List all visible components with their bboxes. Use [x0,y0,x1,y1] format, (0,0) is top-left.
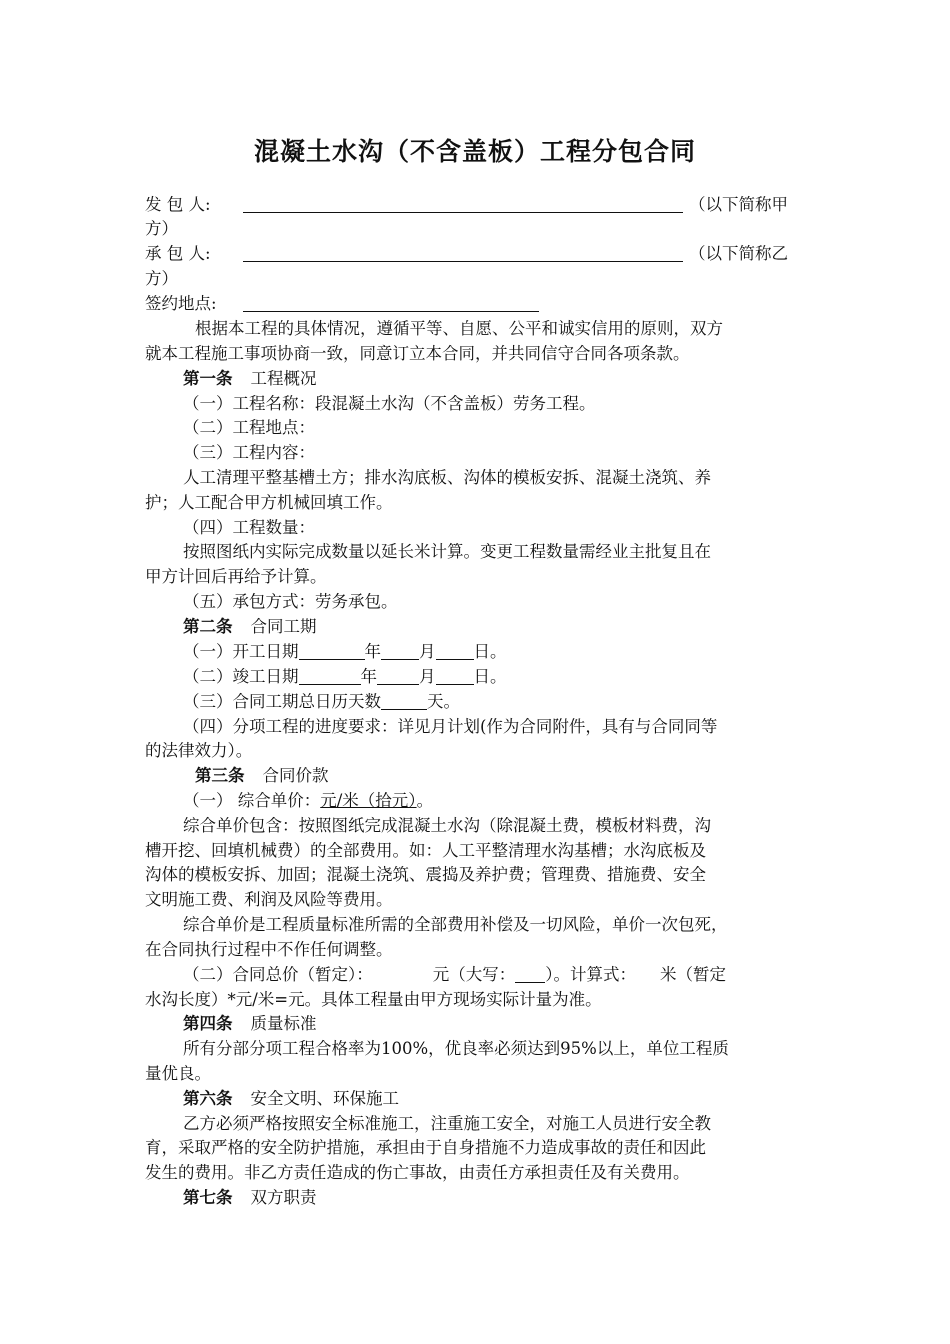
start-day-unit: 日。 [473,642,507,661]
total-price-words-blank [515,966,545,983]
total-price-prefix: （二）合同总价（暂定）： [183,965,373,984]
contractor-line [145,194,788,216]
finish-day-unit: 日。 [473,667,507,686]
start-year-unit: 年 [364,642,381,661]
includes-line-3: 沟体的模板安拆、加固；混凝土浇筑、震捣及养护费；管理费、措施费、安全 [145,865,706,884]
article-6-number: 第六条 [183,1089,233,1108]
art1-line-4a: 人工清理平整基槽土方；排水沟底板、沟体的模板安拆、混凝土浇筑、养 [183,468,711,487]
intro-line-1: 根据本工程的具体情况，遵循平等、自愿、公平和诚实信用的原则，双方 [195,319,723,338]
art6-line-3: 发生的费用。非乙方责任造成的伤亡事故，由责任方承担责任及有关费用。 [145,1163,690,1182]
total-price-formula: ）。计算式： [545,965,636,984]
finish-month-blank [377,668,419,685]
article-3-title: 合同价款 [262,766,329,785]
article-2-title: 合同工期 [250,617,317,636]
article-1-heading [183,368,317,390]
article-2-number: 第二条 [183,617,233,636]
finish-day-blank [436,668,474,685]
total-days-suffix: 天。 [427,692,460,711]
total-days-blank [381,693,427,710]
start-month-blank [381,643,419,660]
art1-line-1: （一）工程名称：段混凝土水沟（不含盖板）劳务工程。 [183,394,596,413]
art1-line-6a: 按照图纸内实际完成数量以延长米计算。变更工程数量需经业主批复且在 [183,542,711,561]
intro-line-2: 就本工程施工事项协商一致，同意订立本合同，并共同信守合同各项条款。 [145,344,690,363]
start-date-prefix: （一）开工日期 [183,642,299,661]
all-inclusive-line-1: 综合单价是工程质量标准所需的全部费用补偿及一切风险，单价一次包死， [183,915,728,934]
article-2-heading [183,616,317,638]
article-1-title: 工程概况 [250,369,317,388]
art6-line-2: 育，采取严格的安全防护措施，承担由于自身措施不力造成事故的责任和因此 [145,1138,706,1157]
total-price-meters: 米（暂定 [660,965,726,984]
art1-line-7: （五）承包方式：劳务承包。 [183,592,398,611]
article-6-heading [183,1088,399,1110]
article-3-heading [195,765,329,787]
article-3-number: 第三条 [195,766,245,785]
includes-line-2: 槽开挖、回填机械费）的全部费用。如：人工平整清理水沟基槽；水沟底板及 [145,841,706,860]
start-date-line [183,641,507,663]
contractor-label: 发 包 人: [145,195,211,214]
article-7-title: 双方职责 [250,1188,317,1207]
unit-price-end: 。 [416,791,434,810]
subcontractor-suffix: （以下简称乙 [689,244,788,263]
unit-price-value: 元/米（拾元） [320,791,417,810]
total-days-line [183,691,460,713]
art2-line-4b: 的法律效力）。 [145,741,253,760]
art1-line-2: （二）工程地点： [183,418,315,437]
art6-line-1: 乙方必须严格按照安全标准施工，注重施工安全，对施工人员进行安全教 [183,1114,711,1133]
article-4-number: 第四条 [183,1014,233,1033]
place-blank [243,295,539,312]
subcontractor-blank [243,245,683,262]
art4-line-2: 量优良。 [145,1064,211,1083]
subcontractor-suffix-cont: 方） [145,269,178,288]
finish-date-line [183,666,507,688]
finish-month-unit: 月 [419,667,436,686]
finish-year-blank [299,668,361,685]
contractor-suffix-cont: 方） [145,219,178,238]
total-days-prefix: （三）合同工期总日历天数 [183,692,381,711]
art1-line-3: （三）工程内容： [183,443,315,462]
article-7-heading [183,1187,317,1209]
place-line [145,293,539,315]
start-month-unit: 月 [419,642,436,661]
total-price-yuan: 元（大写： [432,965,516,984]
includes-line-4: 文明施工费、利润及风险等费用。 [145,890,393,909]
unit-price-prefix: （一） 综合单价： [183,791,321,810]
article-4-heading [183,1013,317,1035]
finish-date-prefix: （二）竣工日期 [183,667,299,686]
start-day-blank [436,643,474,660]
article-4-title: 质量标准 [250,1014,317,1033]
total-price-line [183,964,726,986]
art1-line-6b: 甲方计回后再给予计算。 [145,567,327,586]
includes-line-1: 综合单价包含：按照图纸完成混凝土水沟（除混凝土费，模板材料费，沟 [183,816,711,835]
all-inclusive-line-2: 在合同执行过程中不作任何调整。 [145,940,393,959]
place-label: 签约地点: [145,294,217,313]
contractor-suffix: （以下简称甲 [689,195,788,214]
art1-line-5: （四）工程数量： [183,518,315,537]
total-price-line-2: 水沟长度）*元/米=元。具体工程量由甲方现场实际计量为准。 [145,990,602,1009]
article-7-number: 第七条 [183,1188,233,1207]
finish-year-unit: 年 [360,667,377,686]
article-6-title: 安全文明、环保施工 [250,1089,399,1108]
unit-price-line [183,790,433,812]
start-year-blank [299,643,365,660]
article-1-number: 第一条 [183,369,233,388]
art1-line-4b: 护；人工配合甲方机械回填工作。 [145,493,393,512]
art2-line-4a: （四）分项工程的进度要求：详见月计划(作为合同附件，具有与合同同等 [183,717,718,736]
art4-line-1: 所有分部分项工程合格率为100%，优良率必须达到95%以上，单位工程质 [183,1039,729,1058]
page-title: 混凝土水沟（不含盖板）工程分包合同 [253,137,696,166]
contractor-blank [243,196,683,213]
subcontractor-line [145,243,788,265]
subcontractor-label: 承 包 人: [145,244,211,263]
